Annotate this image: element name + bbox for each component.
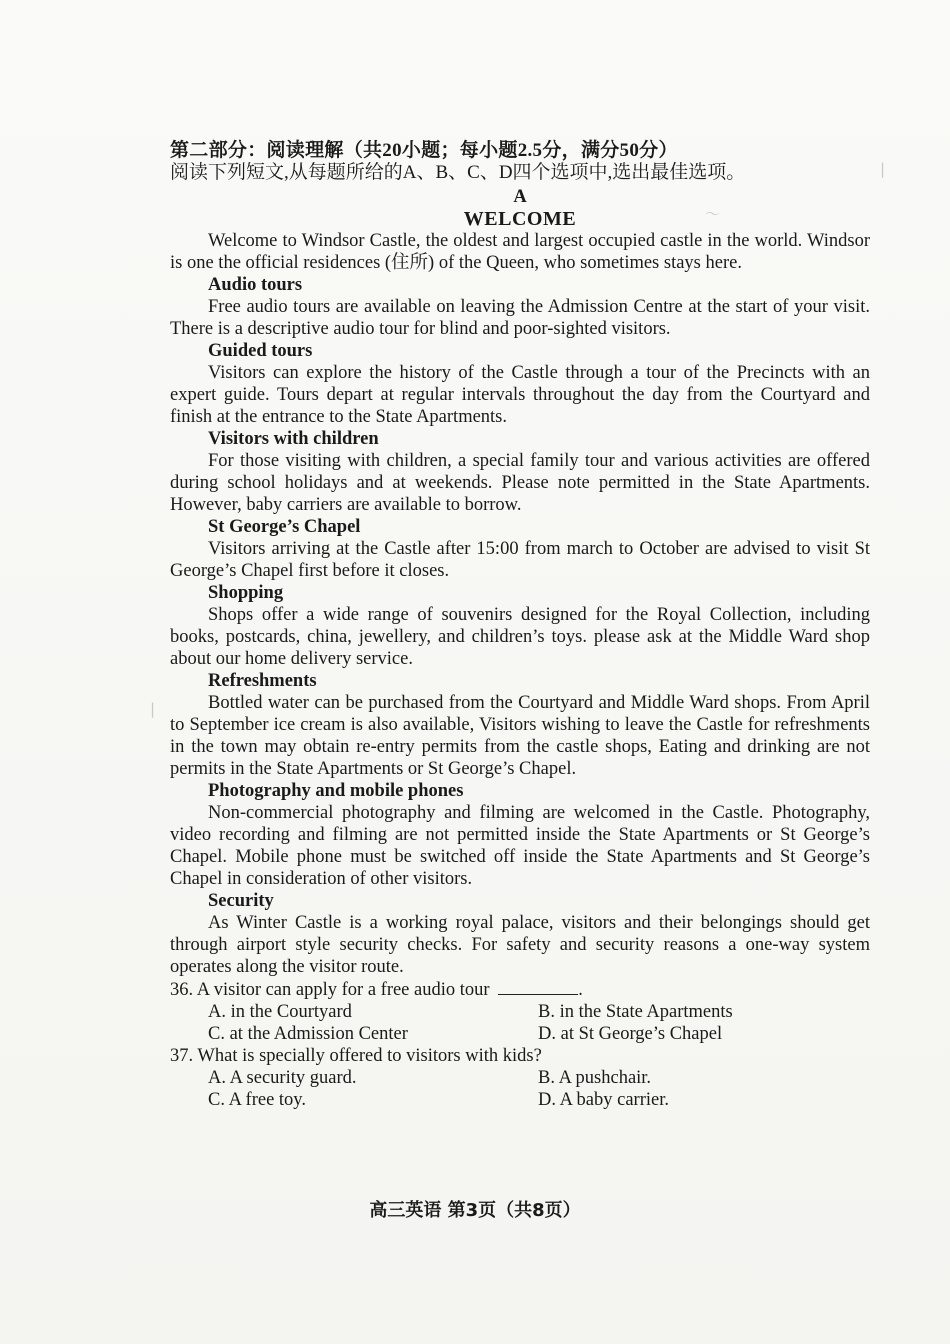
bleed-through-mark: 〜	[705, 205, 721, 223]
option-c: C. A free toy.	[208, 1090, 306, 1110]
option-a: A. A security guard.	[208, 1068, 357, 1088]
section-heading: Shopping	[208, 583, 284, 603]
section-text: Bottled water can be purchased from the Courtyard and Middle Ward shops. From April to September ice cream is also available, Visitors wishing to leave the Castle for refreshments in the town may obtain re-entry permits from the castle shops, Eating and drinking are not permits in the State Apartments or St George’s Chapel.	[170, 693, 870, 779]
section-text: Non-commercial photography and filming are welcomed in the Castle. Photography, video recording and filming are not permitted inside the State Apartments or St George’s Chapel. Mobile phone must be switched off inside the State Apartments and St George’s Chapel in consideration of other visitors.	[170, 803, 870, 889]
option-b: B. A pushchair.	[538, 1068, 652, 1088]
question-stem: 37. What is specially offered to visitors with kids?	[170, 1046, 542, 1066]
section-heading: Photography and mobile phones	[208, 781, 464, 801]
option-c: C. at the Admission Center	[208, 1024, 408, 1044]
option-d: D. at St George’s Chapel	[538, 1024, 723, 1044]
passage-title: WELCOME	[463, 208, 577, 230]
section-heading: St George’s Chapel	[208, 517, 361, 537]
section-heading: Visitors with children	[208, 429, 379, 449]
page-footer: 高三英语 第3页（共8页）	[369, 1200, 581, 1221]
option-a: A. in the Courtyard	[208, 1002, 352, 1022]
question-37-options	[170, 1067, 870, 1111]
question-stem: 36. A visitor can apply for a free audio tour	[170, 980, 490, 1000]
option-b: B. in the State Apartments	[538, 1002, 733, 1022]
question-37	[170, 1045, 870, 1067]
answer-blank	[498, 978, 578, 995]
section-instruction: 阅读下列短文,从每题所给的A、B、C、D四个选项中,选出最佳选项。	[170, 162, 746, 183]
section-heading: Refreshments	[208, 671, 317, 691]
section-text: For those visiting with children, a special family tour and various activities are offered during school holidays and at weekends. Please note permitted in the State Apartments. However, baby carriers are available to borrow.	[170, 451, 870, 515]
section-text: Visitors can explore the history of the Castle through a tour of the Precincts with an expert guide. Tours depart at regular intervals throughout the day from the Courtyard and finish at the entrance to the State Apartments.	[170, 363, 870, 427]
passage-letter: A	[513, 187, 527, 207]
question-36	[170, 978, 870, 1001]
passage-intro: Welcome to Windsor Castle, the oldest and largest occupied castle in the world. Windsor is one the official residences (住所) of the Queen, who sometimes stays here.	[170, 231, 870, 273]
question-end: .	[578, 980, 583, 1000]
section-header: 第二部分：阅读理解（共20小题；每小题2.5分，满分50分）	[170, 140, 678, 161]
section-heading: Audio tours	[208, 275, 303, 295]
bleed-through-mark: |	[880, 160, 886, 178]
question-36-options	[170, 1001, 870, 1045]
section-text: As Winter Castle is a working royal palace, visitors and their belongings should get through airport style security checks. For safety and security reasons a one-way system operates along the visitor route.	[170, 913, 870, 977]
section-text: Free audio tours are available on leaving the Admission Centre at the start of your visit. There is a descriptive audio tour for blind and poor-sighted visitors.	[170, 297, 870, 339]
exam-content	[170, 140, 870, 1111]
bleed-through-mark: |	[150, 700, 156, 718]
option-d: D. A baby carrier.	[538, 1090, 669, 1110]
section-text: Visitors arriving at the Castle after 15:00 from march to October are advised to visit St George’s Chapel first before it closes.	[170, 539, 870, 581]
section-text: Shops offer a wide range of souvenirs designed for the Royal Collection, including books, postcards, china, jewellery, and children’s toys. please ask at the Middle Ward shop about our home delivery service.	[170, 605, 870, 669]
section-heading: Security	[208, 891, 274, 911]
section-heading: Guided tours	[208, 341, 313, 361]
